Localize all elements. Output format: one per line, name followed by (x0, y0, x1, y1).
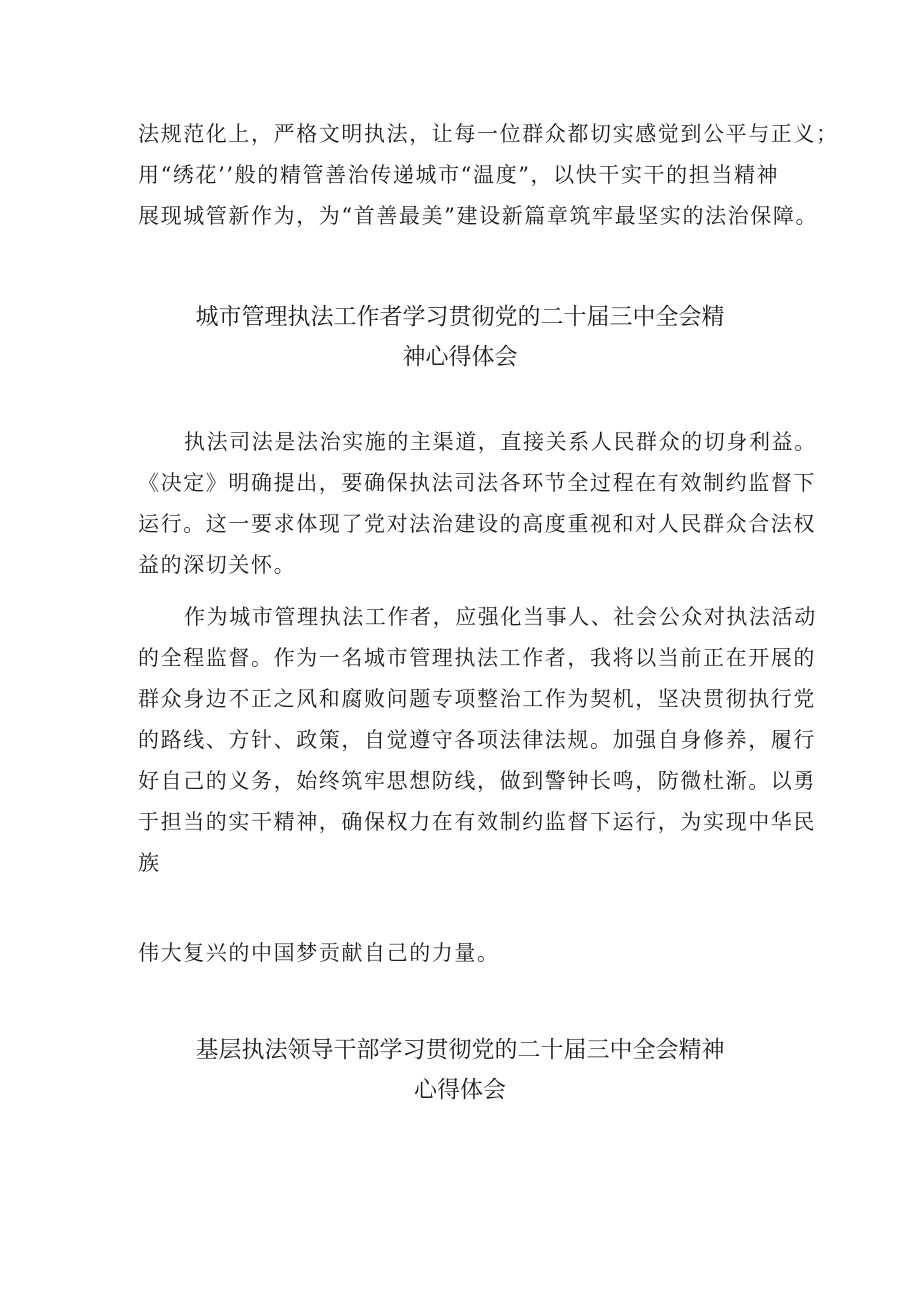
article-1-title-line: 神心得体会 (402, 344, 518, 370)
intro-line: 用“绣花’’般的精管善治传递城市“温度”，以快干实干的担当精神 (138, 163, 780, 187)
article-1-paragraph-1 (138, 422, 817, 586)
paragraph-line: 族 (138, 851, 161, 875)
paragraph-line: 好自己的义务，始终筑牢思想防线，做到警钟长鸣，防微杜渐。以勇 (138, 769, 816, 793)
article-1-title (110, 297, 810, 377)
paragraph-line: 的全程监督。作为一名城市管理执法工作者，我将以当前正在开展的 (138, 646, 816, 670)
paragraph-line: 益的深切关怀。 (138, 553, 297, 577)
paragraph-line: 于担当的实干精神，确保权力在有效制约监督下运行，为实现中华民 (138, 810, 816, 834)
article-1-paragraph-3 (138, 933, 788, 974)
article-2-title-line: 心得体会 (414, 1077, 506, 1103)
paragraph-line: 的路线、方针、政策，自觉遵守各项法律法规。加强自身修养，履行 (138, 728, 816, 752)
paragraph-line: 《决定》明确提出，要确保执法司法各环节全过程在有效制约监督下 (138, 471, 816, 495)
paragraph-line: 作为城市管理执法工作者，应强化当事人、社会公众对执法活动 (184, 605, 817, 629)
article-1-paragraph-2 (138, 597, 817, 884)
article-2-title (110, 1030, 810, 1110)
article-1-title-line: 城市管理执法工作者学习贯彻党的二十届三中全会精 (195, 304, 725, 330)
intro-paragraph (138, 114, 839, 237)
paragraph-line: 群众身边不正之风和腐败问题专项整治工作为契机，坚决贯彻执行党 (138, 687, 816, 711)
intro-line: 法规范化上，严格文明执法，让每一位群众都切实感觉到公平与正义； (138, 122, 839, 146)
intro-line: 展现城管新作为，为“首善最美”建设新篇章筑牢最坚实的法治保障。 (138, 204, 819, 228)
paragraph-line: 运行。这一要求体现了党对法治建设的高度重视和对人民群众合法权 (138, 512, 816, 536)
paragraph-line: 伟大复兴的中国梦贡献自己的力量。 (138, 941, 500, 965)
article-2-title-line: 基层执法领导干部学习贯彻党的二十届三中全会精神 (195, 1037, 725, 1063)
paragraph-line: 执法司法是法治实施的主渠道，直接关系人民群众的切身利益。 (184, 430, 817, 454)
